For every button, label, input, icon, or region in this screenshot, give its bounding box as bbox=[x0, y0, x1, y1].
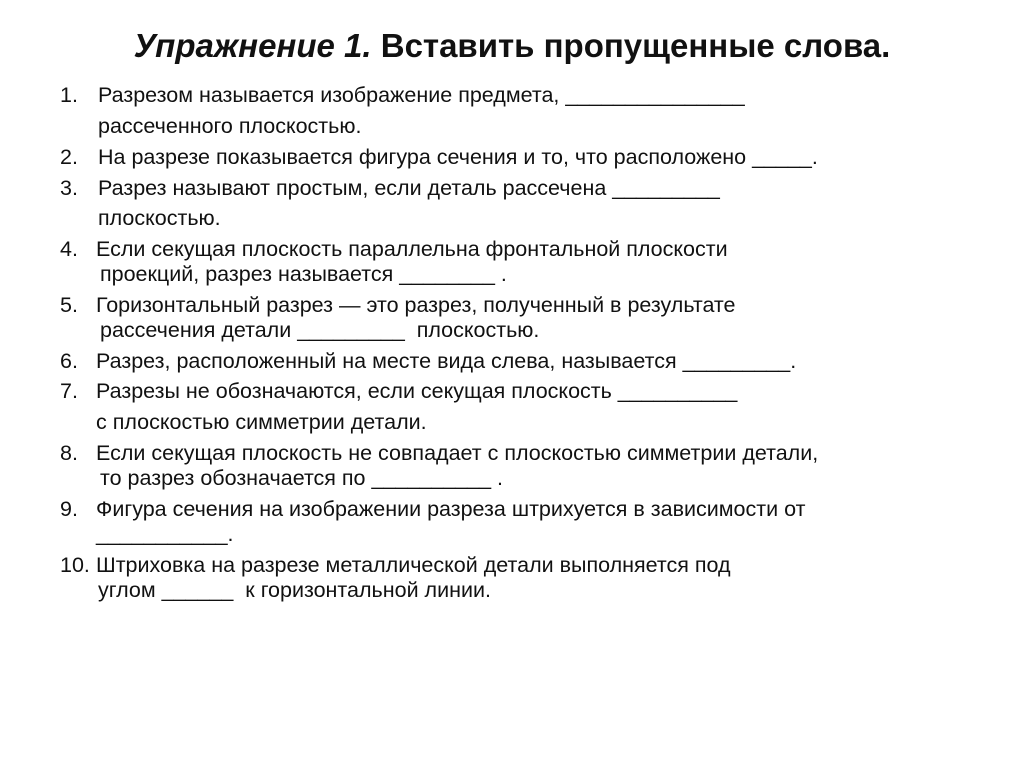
item-6-line-1: Разрез, расположенный на месте вида слева, называется _________. bbox=[96, 349, 797, 373]
item-9-line-1: Фигура сечения на изображении разреза штрихуется в зависимости от bbox=[96, 497, 806, 521]
item-8-number: 8. bbox=[60, 441, 78, 465]
item-8-line-2: то разрез обозначается по __________ . bbox=[100, 466, 504, 490]
item-7-line-1: Разрезы не обозначаются, если секущая плоскость __________ bbox=[96, 379, 738, 403]
item-2-number: 2. bbox=[60, 145, 78, 169]
item-4-line-2: проекций, разрез называется ________ . bbox=[100, 262, 507, 286]
item-1-line-2: рассеченного плоскостью. bbox=[98, 114, 362, 138]
item-4-number: 4. bbox=[60, 237, 78, 261]
item-10-line-1: Штриховка на разрезе металлической детали выполняется под bbox=[96, 553, 731, 577]
item-3-line-1: Разрез называют простым, если деталь рассечена _________ bbox=[98, 176, 720, 200]
item-5-number: 5. bbox=[60, 293, 78, 317]
item-5-line-1: Горизонтальный разрез — это разрез, полученный в результате bbox=[96, 293, 736, 317]
item-10-line-2: углом ______ к горизонтальной линии. bbox=[98, 578, 491, 602]
item-8-line-1: Если секущая плоскость не совпадает с плоскостью симметрии детали, bbox=[96, 441, 819, 465]
page-title bbox=[0, 26, 1024, 66]
item-1-number: 1. bbox=[60, 83, 78, 107]
item-10-number: 10. bbox=[60, 553, 90, 577]
item-9-line-2: ___________. bbox=[96, 522, 234, 546]
title-lead: Упражнение 1. bbox=[133, 27, 372, 64]
item-2-line-1: На разрезе показывается фигура сечения и то, что расположено _____. bbox=[98, 145, 818, 169]
item-9-number: 9. bbox=[60, 497, 78, 521]
title-rest: Вставить пропущенные слова. bbox=[380, 27, 891, 64]
item-7-line-2: с плоскостью симметрии детали. bbox=[96, 410, 427, 434]
item-6-number: 6. bbox=[60, 349, 78, 373]
item-4-line-1: Если секущая плоскость параллельна фронтальной плоскости bbox=[96, 237, 728, 261]
item-3-number: 3. bbox=[60, 176, 78, 200]
item-5-line-2: рассечения детали _________ плоскостью. bbox=[100, 318, 540, 342]
item-1-line-1: Разрезом называется изображение предмета, _______________ bbox=[98, 83, 745, 107]
item-7-number: 7. bbox=[60, 379, 78, 403]
item-3-line-2: плоскостью. bbox=[98, 206, 221, 230]
